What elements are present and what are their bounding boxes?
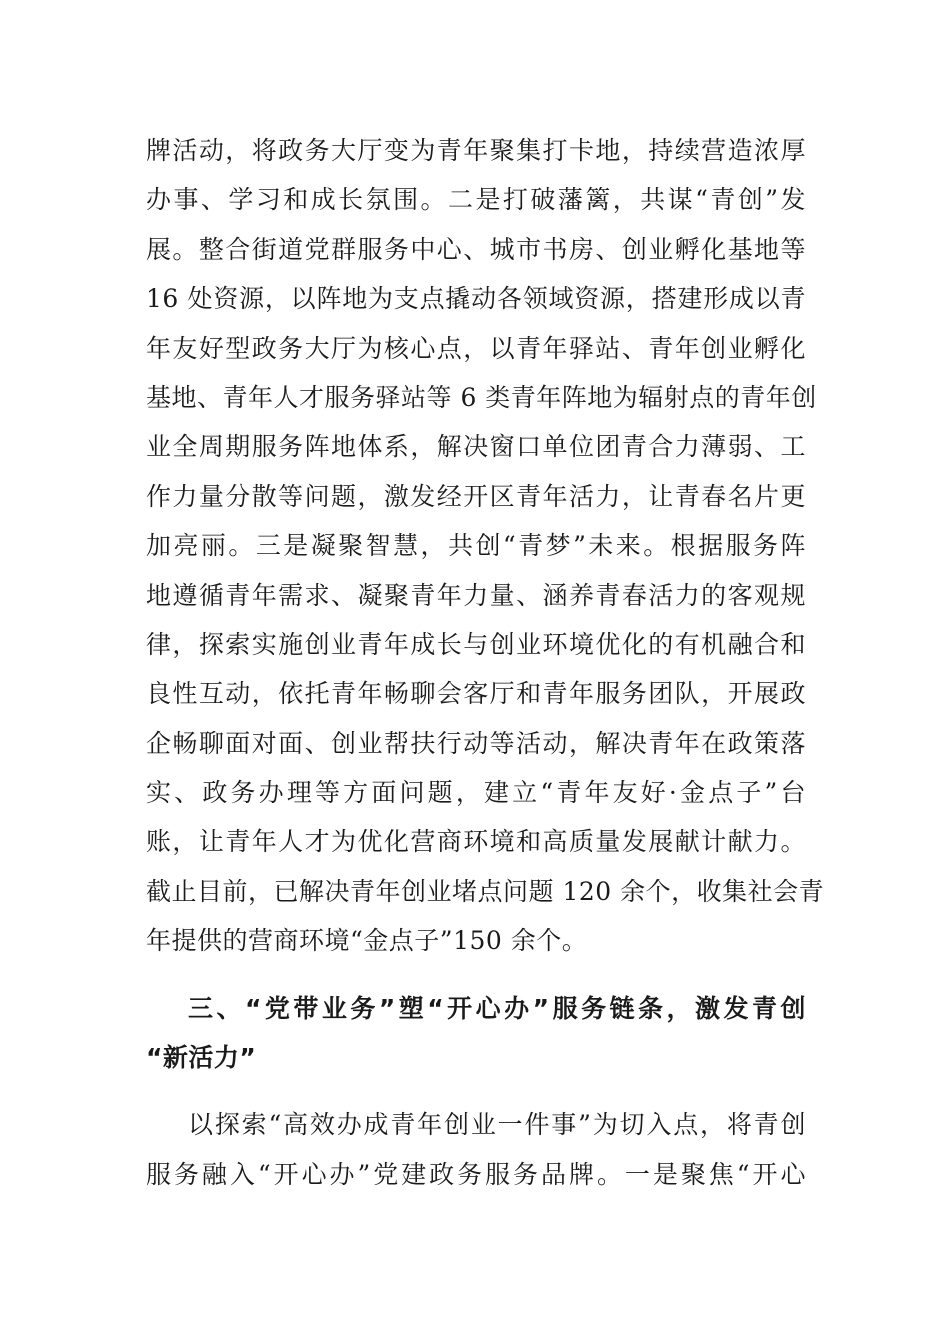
text-line: 16 处资源，以阵地为支点撬动各领域资源，搭建形成以青 <box>146 284 806 314</box>
text-line: 服务融入“开心办”党建政务服务品牌。一是聚焦“开心 <box>146 1159 806 1189</box>
text-line: 律，探索实施创业青年成长与创业环境优化的有机融合和 <box>146 629 806 659</box>
text-line: 年提供的营商环境“金点子”150 余个。 <box>146 926 588 956</box>
paragraph-gap <box>146 1082 806 1100</box>
text-line: 办事、学习和成长氛围。二是打破藩篱，共谋“青创”发 <box>146 185 806 215</box>
text-line: 作力量分散等问题，激发经开区青年活力，让青春名片更 <box>146 481 806 511</box>
text-line: 良性互动，依托青年畅聊会客厅和青年服务团队，开展政 <box>146 679 806 709</box>
heading-line: “新活力” <box>146 1043 257 1073</box>
paragraph-2 <box>146 1100 806 1199</box>
document-body <box>146 126 825 1199</box>
text-line: 地遵循青年需求、凝聚青年力量、涵养青春活力的客观规 <box>146 580 806 610</box>
heading-line: 三、“党带业务”塑“开心办”服务链条，激发青创 <box>188 993 806 1023</box>
paragraph-1 <box>146 126 825 966</box>
text-line: 实、政务办理等方面问题，建立“青年友好·金点子”台 <box>146 778 806 808</box>
text-line: 加亮丽。三是凝聚智慧，共创“青梦”未来。根据服务阵 <box>146 531 806 561</box>
text-line: 企畅聊面对面、创业帮扶行动等活动，解决青年在政策落 <box>146 728 806 758</box>
text-line: 以探索“高效办成青年创业一件事”为切入点，将青创 <box>188 1110 806 1140</box>
paragraph-gap <box>146 966 806 984</box>
text-line: 年友好型政务大厅为核心点，以青年驿站、青年创业孵化 <box>146 333 806 363</box>
text-line: 业全周期服务阵地体系，解决窗口单位团青合力薄弱、工 <box>146 432 806 462</box>
text-line: 基地、青年人才服务驿站等 6 类青年阵地为辐射点的青年创 <box>146 382 817 412</box>
text-line: 牌活动，将政务大厅变为青年聚集打卡地，持续营造浓厚 <box>146 136 806 165</box>
text-line: 账，让青年人才为优化营商环境和高质量发展献计献力。 <box>146 827 806 857</box>
section-heading <box>146 984 806 1083</box>
text-line: 截止目前，已解决青年创业堵点问题 120 余个，收集社会青 <box>146 876 825 906</box>
text-line: 展。整合街道党群服务中心、城市书房、创业孵化基地等 <box>146 234 806 264</box>
